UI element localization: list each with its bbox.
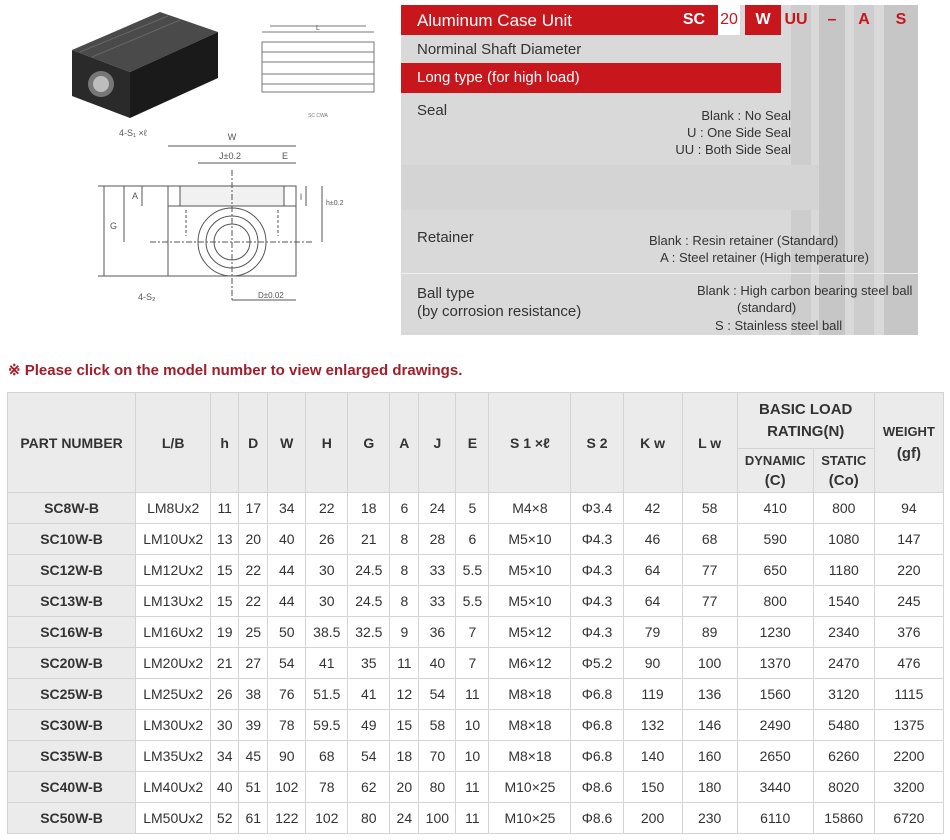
table-cell: 476: [874, 648, 943, 679]
table-cell: 3120: [813, 679, 874, 710]
code-ball-label-1: Ball type: [417, 285, 475, 302]
table-cell: 50: [268, 617, 306, 648]
table-cell: 140: [623, 741, 682, 772]
table-cell: 1180: [813, 555, 874, 586]
table-cell: 62: [348, 772, 390, 803]
table-cell: 41: [306, 648, 348, 679]
table-cell: M6×12: [489, 648, 571, 679]
table-cell: 650: [737, 555, 813, 586]
table-cell: 180: [682, 772, 737, 803]
label-l: l: [300, 192, 302, 202]
table-cell: 18: [348, 493, 390, 524]
table-cell: 10: [456, 741, 489, 772]
table-cell: 11: [390, 648, 419, 679]
table-cell: 102: [268, 772, 306, 803]
table-cell: 6110: [737, 803, 813, 834]
code-seal-option-1: U : One Side Seal: [686, 125, 791, 140]
table-cell: 8020: [813, 772, 874, 803]
code-ball-option-2: S : Stainless steel ball: [715, 318, 843, 333]
table-cell: M5×10: [489, 586, 571, 617]
table-cell: 78: [306, 772, 348, 803]
code-retainer-label: Retainer: [417, 229, 474, 246]
code-part-dash: –: [827, 11, 837, 28]
table-cell: 68: [306, 741, 348, 772]
table-cell: 24.5: [348, 586, 390, 617]
table-cell: 13: [211, 524, 239, 555]
table-cell: M10×25: [489, 803, 571, 834]
th-weight-unit: (gf): [896, 444, 921, 462]
label-g: G: [110, 221, 118, 231]
table-cell: 8: [390, 555, 419, 586]
table-cell: 2200: [874, 741, 943, 772]
table-cell: 8: [390, 524, 419, 555]
table-cell: LM30Ux2: [136, 710, 211, 741]
code-chart: [401, 5, 918, 335]
table-cell: 200: [623, 803, 682, 834]
header-row-1: [8, 393, 944, 449]
table-cell: 2340: [813, 617, 874, 648]
code-title: Aluminum Case Unit: [417, 11, 572, 30]
enlarge-notice: ※ Please click on the model number to view enlarged drawings.: [8, 362, 463, 379]
table-cell: 6: [390, 493, 419, 524]
table-cell: M5×10: [489, 555, 571, 586]
table-cell: Φ6.8: [571, 741, 623, 772]
product-drawings: [0, 0, 395, 345]
table-cell: 5: [456, 493, 489, 524]
table-cell: 79: [623, 617, 682, 648]
table-row: [8, 524, 944, 555]
model-number-link[interactable]: SC16W-B: [8, 617, 136, 648]
table-cell: 42: [623, 493, 682, 524]
model-number-link[interactable]: SC12W-B: [8, 555, 136, 586]
table-cell: 33: [419, 555, 456, 586]
model-number-link[interactable]: SC8W-B: [8, 493, 136, 524]
model-number-link[interactable]: SC30W-B: [8, 710, 136, 741]
th-static: [813, 449, 874, 493]
table-cell: 52: [211, 803, 239, 834]
code-part-w: W: [755, 11, 771, 28]
th-w: W: [268, 393, 306, 493]
table-cell: 25: [239, 617, 268, 648]
table-cell: 8: [390, 586, 419, 617]
table-cell: 2470: [813, 648, 874, 679]
table-cell: Φ4.3: [571, 617, 623, 648]
table-cell: 45: [239, 741, 268, 772]
table-cell: LM12Ux2: [136, 555, 211, 586]
table-cell: LM35Ux2: [136, 741, 211, 772]
label-s2: 4-S₂: [138, 292, 156, 302]
table-cell: 10: [456, 710, 489, 741]
code-header: [401, 5, 918, 35]
table-cell: 1230: [737, 617, 813, 648]
table-cell: 800: [737, 586, 813, 617]
product-photo: [72, 12, 218, 118]
code-ball-label-2: (by corrosion resistance): [417, 303, 582, 320]
table-cell: 90: [623, 648, 682, 679]
product-drawing-svg: [0, 0, 395, 345]
table-cell: 1370: [737, 648, 813, 679]
th-static-label: STATIC: [821, 452, 867, 468]
table-cell: 245: [874, 586, 943, 617]
th-lb: L/B: [136, 393, 211, 493]
th-d: D: [239, 393, 268, 493]
table-cell: 40: [268, 524, 306, 555]
table-cell: Φ4.3: [571, 586, 623, 617]
th-dynamic-label: DYNAMIC: [744, 452, 806, 468]
table-cell: LM8Ux2: [136, 493, 211, 524]
table-cell: 136: [682, 679, 737, 710]
table-cell: 146: [682, 710, 737, 741]
table-cell: 34: [268, 493, 306, 524]
code-seal-label: Seal: [417, 102, 448, 119]
table-row: [8, 648, 944, 679]
table-cell: 119: [623, 679, 682, 710]
code-part-s: S: [895, 11, 907, 28]
table-cell: 28: [419, 524, 456, 555]
table-cell: 40: [211, 772, 239, 803]
table-cell: 5.5: [456, 586, 489, 617]
table-cell: 33: [419, 586, 456, 617]
table-cell: 590: [737, 524, 813, 555]
th-dynamic-unit: (C): [764, 471, 786, 489]
table-cell: LM10Ux2: [136, 524, 211, 555]
table-cell: 18: [390, 741, 419, 772]
table-cell: Φ8.6: [571, 803, 623, 834]
table-cell: M5×12: [489, 617, 571, 648]
th-part-number: PART NUMBER: [8, 393, 136, 493]
table-cell: 64: [623, 555, 682, 586]
table-cell: 17: [239, 493, 268, 524]
label-e: E: [281, 151, 289, 161]
table-cell: 15: [390, 710, 419, 741]
table-cell: 100: [419, 803, 456, 834]
table-cell: 68: [682, 524, 737, 555]
table-cell: 58: [682, 493, 737, 524]
table-cell: 122: [268, 803, 306, 834]
code-retainer-option-1: A : Steel retainer (High temperature): [660, 250, 869, 265]
table-cell: 80: [419, 772, 456, 803]
table-cell: 147: [874, 524, 943, 555]
table-cell: 160: [682, 741, 737, 772]
table-cell: 41: [348, 679, 390, 710]
label-s1: 4-S₁ ×ℓ: [119, 128, 147, 138]
table-cell: 1080: [813, 524, 874, 555]
code-retainer-option-0: Blank : Resin retainer (Standard): [649, 233, 839, 248]
table-cell: M8×18: [489, 679, 571, 710]
table-cell: 100: [682, 648, 737, 679]
table-cell: 2650: [737, 741, 813, 772]
table-cell: 6: [456, 524, 489, 555]
table-cell: 6720: [874, 803, 943, 834]
label-w: W: [227, 132, 237, 142]
table-cell: 35: [348, 648, 390, 679]
label-h02: h±0.2: [326, 200, 344, 207]
table-cell: 15860: [813, 803, 874, 834]
table-cell: 39: [239, 710, 268, 741]
table-cell: 7: [456, 648, 489, 679]
th-kw: K w: [623, 393, 682, 493]
code-shaft-label: Norminal Shaft Diameter: [417, 41, 582, 58]
th-dynamic: [737, 449, 813, 493]
table-cell: LM16Ux2: [136, 617, 211, 648]
top-view-drawing: [262, 26, 374, 92]
table-cell: LM40Ux2: [136, 772, 211, 803]
th-static-unit: (Co): [828, 471, 859, 489]
code-seal-option-2: UU : Both Side Seal: [675, 142, 791, 157]
table-cell: 76: [268, 679, 306, 710]
table-cell: 1115: [874, 679, 943, 710]
table-cell: Φ4.3: [571, 524, 623, 555]
table-cell: 11: [456, 803, 489, 834]
table-cell: 64: [623, 586, 682, 617]
table-cell: 24: [419, 493, 456, 524]
table-cell: Φ8.6: [571, 772, 623, 803]
table-cell: 9: [390, 617, 419, 648]
table-cell: 230: [682, 803, 737, 834]
model-number-link[interactable]: SC35W-B: [8, 741, 136, 772]
table-cell: 22: [306, 493, 348, 524]
table-cell: 90: [268, 741, 306, 772]
table-cell: 150: [623, 772, 682, 803]
code-ball-option-1: (standard): [737, 300, 797, 315]
table-cell: 3440: [737, 772, 813, 803]
table-cell: LM50Ux2: [136, 803, 211, 834]
table-cell: 1540: [813, 586, 874, 617]
table-cell: 78: [268, 710, 306, 741]
table-cell: 26: [211, 679, 239, 710]
table-cell: 34: [211, 741, 239, 772]
label-j: J±0.2: [219, 151, 241, 161]
code-part-a: A: [858, 11, 870, 28]
table-cell: Φ6.8: [571, 679, 623, 710]
table-cell: 11: [456, 679, 489, 710]
label-small-l: L: [316, 25, 320, 32]
th-s2: S 2: [571, 393, 623, 493]
table-cell: 26: [306, 524, 348, 555]
table-cell: Φ6.8: [571, 710, 623, 741]
model-number-link[interactable]: SC20W-B: [8, 648, 136, 679]
table-cell: 32.5: [348, 617, 390, 648]
model-number-link[interactable]: SC50W-B: [8, 803, 136, 834]
table-cell: 46: [623, 524, 682, 555]
table-cell: 38.5: [306, 617, 348, 648]
table-cell: 70: [419, 741, 456, 772]
table-cell: 30: [211, 710, 239, 741]
table-cell: 22: [239, 586, 268, 617]
code-part-sc: SC: [682, 11, 706, 28]
table-cell: 27: [239, 648, 268, 679]
label-a: A: [132, 191, 139, 201]
th-e: E: [456, 393, 489, 493]
table-cell: 7: [456, 617, 489, 648]
th-h-small: h: [211, 393, 239, 493]
table-row: [8, 741, 944, 772]
table-cell: 54: [268, 648, 306, 679]
table-cell: 19: [211, 617, 239, 648]
table-cell: 94: [874, 493, 943, 524]
table-row: [8, 803, 944, 834]
table-cell: 102: [306, 803, 348, 834]
table-cell: 30: [306, 586, 348, 617]
table-cell: 21: [211, 648, 239, 679]
th-s1: S 1 ×ℓ: [489, 393, 571, 493]
table-cell: 40: [419, 648, 456, 679]
table-cell: 5.5: [456, 555, 489, 586]
table-cell: LM13Ux2: [136, 586, 211, 617]
table-cell: 38: [239, 679, 268, 710]
table-cell: 77: [682, 555, 737, 586]
spec-table-body: [8, 493, 944, 834]
code-ball-option-0: Blank : High carbon bearing steel ball: [697, 283, 913, 298]
table-cell: 12: [390, 679, 419, 710]
th-a: A: [390, 393, 419, 493]
table-cell: LM20Ux2: [136, 648, 211, 679]
table-cell: 15: [211, 586, 239, 617]
table-cell: 2490: [737, 710, 813, 741]
table-cell: 24.5: [348, 555, 390, 586]
table-cell: 51: [239, 772, 268, 803]
table-row: [8, 772, 944, 803]
label-small-caption: SC CWA: [308, 113, 328, 119]
label-d: D±0.02: [258, 291, 284, 300]
table-row: [8, 555, 944, 586]
table-cell: M5×10: [489, 524, 571, 555]
model-number-link[interactable]: SC25W-B: [8, 679, 136, 710]
th-basic-load-rating: BASIC LOAD RATING(N): [737, 393, 874, 449]
th-weight: [874, 393, 943, 493]
th-j: J: [419, 393, 456, 493]
table-row: [8, 617, 944, 648]
table-cell: 54: [348, 741, 390, 772]
table-cell: 800: [813, 493, 874, 524]
table-cell: 5480: [813, 710, 874, 741]
th-lw: L w: [682, 393, 737, 493]
code-longtype-label: Long type (for high load): [417, 69, 580, 86]
table-cell: 54: [419, 679, 456, 710]
table-cell: M10×25: [489, 772, 571, 803]
code-part-uu: UU: [784, 11, 808, 28]
th-h-big: H: [306, 393, 348, 493]
table-cell: M8×18: [489, 741, 571, 772]
table-cell: 3200: [874, 772, 943, 803]
table-cell: M4×8: [489, 493, 571, 524]
table-cell: 1560: [737, 679, 813, 710]
table-cell: 49: [348, 710, 390, 741]
table-cell: 24: [390, 803, 419, 834]
table-row: [8, 493, 944, 524]
table-cell: Φ4.3: [571, 555, 623, 586]
model-number-link[interactable]: SC40W-B: [8, 772, 136, 803]
table-cell: Φ3.4: [571, 493, 623, 524]
code-seal-option-0: Blank : No Seal: [701, 108, 791, 123]
table-cell: 77: [682, 586, 737, 617]
table-cell: 410: [737, 493, 813, 524]
table-cell: 44: [268, 555, 306, 586]
table-cell: M8×18: [489, 710, 571, 741]
table-cell: 59.5: [306, 710, 348, 741]
table-cell: 80: [348, 803, 390, 834]
code-part-20: 20: [720, 11, 738, 28]
table-row: [8, 710, 944, 741]
front-view-drawing: [98, 146, 322, 300]
table-cell: 30: [306, 555, 348, 586]
table-row: [8, 679, 944, 710]
table-cell: 20: [390, 772, 419, 803]
table-cell: 11: [456, 772, 489, 803]
table-cell: 58: [419, 710, 456, 741]
table-cell: 6260: [813, 741, 874, 772]
table-cell: 44: [268, 586, 306, 617]
table-row: [8, 586, 944, 617]
model-number-link[interactable]: SC13W-B: [8, 586, 136, 617]
table-cell: 51.5: [306, 679, 348, 710]
table-cell: 22: [239, 555, 268, 586]
table-cell: 132: [623, 710, 682, 741]
table-cell: Φ5.2: [571, 648, 623, 679]
th-g: G: [348, 393, 390, 493]
table-cell: 20: [239, 524, 268, 555]
table-cell: 36: [419, 617, 456, 648]
table-cell: 21: [348, 524, 390, 555]
table-cell: 61: [239, 803, 268, 834]
table-cell: 376: [874, 617, 943, 648]
table-cell: 1375: [874, 710, 943, 741]
table-cell: 15: [211, 555, 239, 586]
table-cell: 11: [211, 493, 239, 524]
spec-table: [7, 392, 944, 834]
th-weight-label: WEIGHT: [882, 423, 935, 439]
table-cell: 89: [682, 617, 737, 648]
table-cell: LM25Ux2: [136, 679, 211, 710]
table-cell: 220: [874, 555, 943, 586]
model-number-link[interactable]: SC10W-B: [8, 524, 136, 555]
